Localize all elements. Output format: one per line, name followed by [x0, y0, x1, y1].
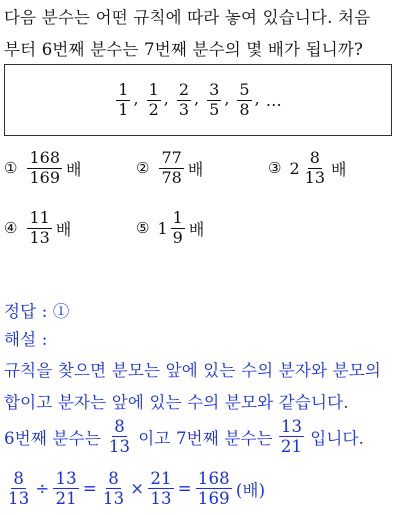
option-1[interactable]: ① $\frac{168}{169}$ 배 [4, 148, 82, 187]
fraction-sequence: $\frac{1}{1}$ , $\frac{1}{2}$ , $\frac{2}{3}$ , $\frac{3}{5}$ , $\frac{5}{8}$ , … [118, 79, 282, 119]
sequence-ellipsis: … [265, 90, 282, 110]
sequence-fraction: $\frac{1}{2}$ [148, 79, 159, 119]
sequence-fraction: $\frac{2}{3}$ [178, 79, 190, 119]
explanation-line-2: 합이고 분자는 앞에 있는 수의 분모와 같습니다. [4, 393, 349, 412]
question-line-2: 부터 6번째 분수는 7번째 분수의 몇 배가 됩니까? [4, 40, 364, 59]
option-3[interactable]: ③ 2 $\frac{8}{13}$ 배 [268, 148, 347, 187]
sequence-box [4, 64, 392, 136]
sequence-fraction: $\frac{5}{8}$ [239, 79, 250, 119]
option-4[interactable]: ④ $\frac{11}{13}$ 배 [4, 208, 72, 247]
fraction-6th: $\frac{8}{13}$ [108, 417, 131, 457]
option-2[interactable]: ② $\frac{77}{78}$ 배 [136, 148, 204, 187]
question-line-1: 다음 분수는 어떤 규칙에 따라 놓여 있습니다. 처음 [4, 8, 371, 27]
calculation-line: $\frac{8}{13}$ ÷ $\frac{13}{21}$ = $\frac{8}{13}$ × $\frac{21}{13}$ = $\frac{168}{169}$ (배) [8, 469, 266, 509]
sequence-fraction: $\frac{3}{5}$ [209, 79, 220, 119]
explanation-line-1: 규칙을 찾으면 분모는 앞에 있는 수의 분자와 분모의 [4, 361, 382, 380]
explanation-line-3: 6번째 분수는 $\frac{8}{13}$ 이고 7번째 분수는 $\frac{13}{21}$ 입니다. [4, 417, 365, 457]
fraction-7th: $\frac{13}{21}$ [280, 417, 303, 457]
explanation-label: 해설 : [4, 330, 48, 349]
sequence-fraction: $\frac{1}{1}$ [118, 79, 129, 119]
option-5[interactable]: ⑤ 1 $\frac{1}{9}$ 배 [136, 208, 205, 247]
answer-line: 정답 : ① [4, 302, 70, 321]
